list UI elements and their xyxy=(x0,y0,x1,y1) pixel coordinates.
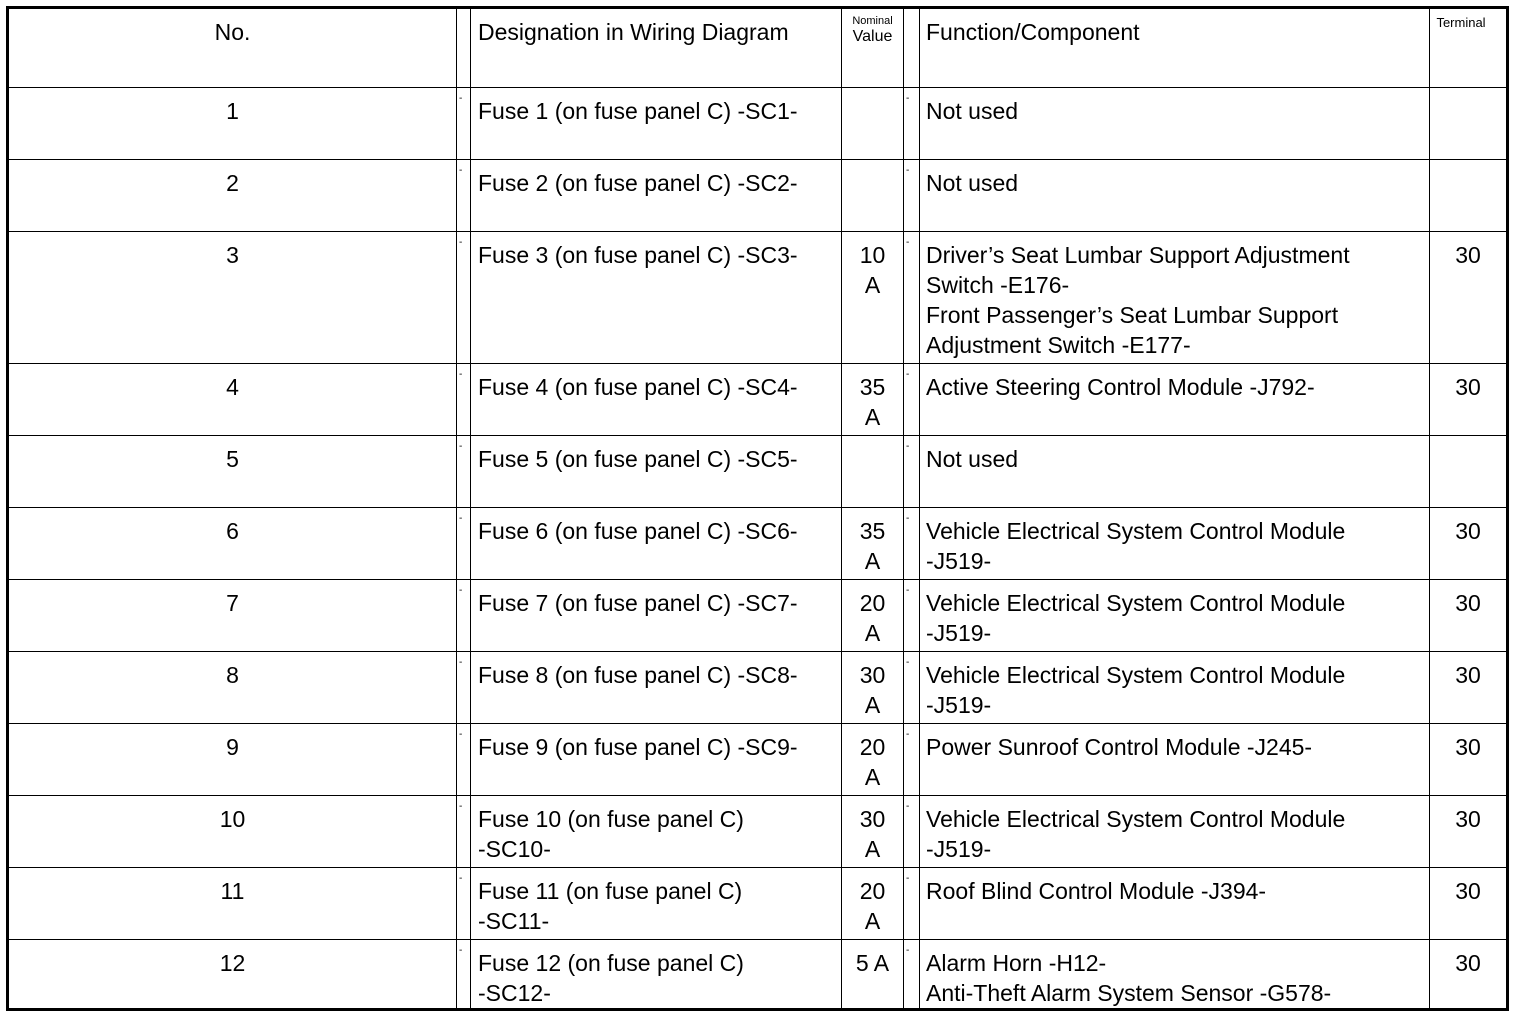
gap-mark: - xyxy=(906,237,910,248)
gap-mark: - xyxy=(459,369,463,380)
fuse-designation xyxy=(471,508,842,580)
gap-cell xyxy=(457,160,471,232)
table-row xyxy=(8,88,1508,160)
value-line: 20 xyxy=(859,734,886,760)
function-line: -J519- xyxy=(926,836,992,862)
header-nominal-line2: Value xyxy=(852,28,893,45)
fuse-designation xyxy=(471,364,842,436)
fuse-number: 12 xyxy=(8,940,457,1010)
fuse-designation xyxy=(471,88,842,160)
gap-mark: - xyxy=(906,513,910,524)
function-line: Vehicle Electrical System Control Module xyxy=(926,590,1346,616)
terminal: 30 xyxy=(1430,508,1508,580)
gap-mark: - xyxy=(906,165,910,176)
table-row xyxy=(8,868,1508,940)
fuse-designation xyxy=(471,232,842,364)
gap-mark: - xyxy=(459,801,463,812)
value-line: A xyxy=(864,836,881,862)
function-line: Power Sunroof Control Module -J245- xyxy=(926,734,1313,760)
function-line: Not used xyxy=(926,98,1019,124)
table-row xyxy=(8,436,1508,508)
header-designation: Designation in Wiring Diagram xyxy=(471,8,842,88)
gap-mark: - xyxy=(459,165,463,176)
gap-cell xyxy=(457,796,471,868)
gap-mark: - xyxy=(906,729,910,740)
nominal-value xyxy=(842,796,904,868)
gap-mark: - xyxy=(459,873,463,884)
table-row xyxy=(8,724,1508,796)
function-line: Anti-Theft Alarm System Sensor -G578- xyxy=(926,980,1332,1006)
nominal-value xyxy=(842,364,904,436)
value-line: 30 xyxy=(859,806,886,832)
table-row xyxy=(8,364,1508,436)
function-line: Adjustment Switch -E177- xyxy=(926,332,1191,358)
designation-line: Fuse 8 (on fuse panel C) -SC8- xyxy=(478,662,798,688)
gap-cell xyxy=(904,724,920,796)
header-function: Function/Component xyxy=(920,8,1430,88)
function-line: -J519- xyxy=(926,620,992,646)
fuse-designation xyxy=(471,160,842,232)
fuse-designation xyxy=(471,724,842,796)
gap-mark: - xyxy=(459,237,463,248)
designation-line: Fuse 10 (on fuse panel C) xyxy=(478,806,744,832)
gap-cell xyxy=(904,868,920,940)
function-line: Not used xyxy=(926,170,1019,196)
gap-cell xyxy=(457,652,471,724)
header-terminal xyxy=(1430,8,1508,88)
fuse-number: 6 xyxy=(8,508,457,580)
designation-line: Fuse 4 (on fuse panel C) -SC4- xyxy=(478,374,798,400)
gap-cell xyxy=(904,652,920,724)
designation-line: Fuse 1 (on fuse panel C) -SC1- xyxy=(478,98,798,124)
fuse-number: 5 xyxy=(8,436,457,508)
function-line: Driver’s Seat Lumbar Support Adjustment xyxy=(926,242,1350,268)
function-line: Not used xyxy=(926,446,1019,472)
designation-line: Fuse 9 (on fuse panel C) -SC9- xyxy=(478,734,798,760)
value-line: A xyxy=(864,764,881,790)
function-component xyxy=(920,88,1430,160)
designation-line: Fuse 2 (on fuse panel C) -SC2- xyxy=(478,170,798,196)
table-row xyxy=(8,232,1508,364)
fuse-designation xyxy=(471,796,842,868)
fuse-number: 9 xyxy=(8,724,457,796)
nominal-value xyxy=(842,160,904,232)
value-line: 30 xyxy=(859,662,886,688)
nominal-value xyxy=(842,508,904,580)
function-component xyxy=(920,724,1430,796)
gap-cell xyxy=(904,580,920,652)
designation-line: Fuse 12 (on fuse panel C) xyxy=(478,950,744,976)
gap-cell xyxy=(904,940,920,1010)
gap-mark: - xyxy=(459,945,463,956)
function-component xyxy=(920,232,1430,364)
gap-mark: - xyxy=(906,369,910,380)
fuse-number: 3 xyxy=(8,232,457,364)
function-component xyxy=(920,868,1430,940)
gap-mark: - xyxy=(459,513,463,524)
gap-mark: - xyxy=(906,945,910,956)
designation-line: -SC11- xyxy=(478,908,550,934)
nominal-value xyxy=(842,940,904,1010)
function-line: Vehicle Electrical System Control Module xyxy=(926,518,1346,544)
function-component xyxy=(920,364,1430,436)
table-row xyxy=(8,940,1508,1010)
header-terminal-label: Terminal xyxy=(1436,15,1486,30)
nominal-value xyxy=(842,724,904,796)
value-line: 20 xyxy=(859,590,886,616)
fuse-table xyxy=(6,6,1509,1011)
fuse-number: 4 xyxy=(8,364,457,436)
gap-mark: - xyxy=(906,657,910,668)
gap-mark: - xyxy=(459,657,463,668)
terminal: 30 xyxy=(1430,580,1508,652)
terminal xyxy=(1430,160,1508,232)
table-row xyxy=(8,160,1508,232)
designation-line: -SC10- xyxy=(478,836,551,862)
terminal: 30 xyxy=(1430,232,1508,364)
nominal-value xyxy=(842,652,904,724)
designation-line: Fuse 6 (on fuse panel C) -SC6- xyxy=(478,518,798,544)
gap-mark: - xyxy=(459,585,463,596)
terminal: 30 xyxy=(1430,364,1508,436)
nominal-value xyxy=(842,580,904,652)
gap-mark: - xyxy=(906,93,910,104)
gap-cell xyxy=(457,940,471,1010)
function-component xyxy=(920,508,1430,580)
value-line: A xyxy=(864,620,881,646)
table-row xyxy=(8,796,1508,868)
nominal-value xyxy=(842,868,904,940)
value-line: A xyxy=(864,908,881,934)
fuse-number: 10 xyxy=(8,796,457,868)
gap-mark: - xyxy=(906,801,910,812)
table-row xyxy=(8,580,1508,652)
nominal-value xyxy=(842,88,904,160)
nominal-value xyxy=(842,232,904,364)
value-line: A xyxy=(864,272,881,298)
fuse-number: 11 xyxy=(8,868,457,940)
designation-line: Fuse 3 (on fuse panel C) -SC3- xyxy=(478,242,798,268)
function-component xyxy=(920,580,1430,652)
gap-cell xyxy=(457,436,471,508)
gap-cell xyxy=(904,160,920,232)
gap-cell xyxy=(457,232,471,364)
function-line: -J519- xyxy=(926,548,992,574)
gap-mark: - xyxy=(459,729,463,740)
gap-mark: - xyxy=(906,585,910,596)
gap-cell xyxy=(904,508,920,580)
gap-mark: - xyxy=(906,441,910,452)
value-line: 5 A xyxy=(855,950,890,976)
function-line: Vehicle Electrical System Control Module xyxy=(926,806,1346,832)
fuse-number: 7 xyxy=(8,580,457,652)
designation-line: -SC12- xyxy=(478,980,551,1006)
function-line: Alarm Horn -H12- xyxy=(926,950,1107,976)
gap-cell xyxy=(904,88,920,160)
function-line: Front Passenger’s Seat Lumbar Support xyxy=(926,302,1339,328)
designation-line: Fuse 5 (on fuse panel C) -SC5- xyxy=(478,446,798,472)
table-row xyxy=(8,508,1508,580)
gap-mark: - xyxy=(459,93,463,104)
fuse-designation xyxy=(471,580,842,652)
fuse-designation xyxy=(471,436,842,508)
nominal-value xyxy=(842,436,904,508)
fuse-designation xyxy=(471,868,842,940)
function-line: Roof Blind Control Module -J394- xyxy=(926,878,1267,904)
gap-cell xyxy=(904,364,920,436)
function-line: -J519- xyxy=(926,692,992,718)
gap-cell xyxy=(904,232,920,364)
value-line: A xyxy=(864,692,881,718)
header-nominal-value xyxy=(842,8,904,88)
fuse-number: 1 xyxy=(8,88,457,160)
table-row xyxy=(8,652,1508,724)
terminal xyxy=(1430,436,1508,508)
terminal: 30 xyxy=(1430,652,1508,724)
designation-line: Fuse 11 (on fuse panel C) xyxy=(478,878,743,904)
value-line: 10 xyxy=(859,242,886,268)
function-component xyxy=(920,940,1430,1010)
gap-cell xyxy=(904,796,920,868)
function-line: Active Steering Control Module -J792- xyxy=(926,374,1315,400)
header-row xyxy=(8,8,1508,88)
gap-mark: - xyxy=(459,441,463,452)
gap-mark: - xyxy=(906,873,910,884)
gap-cell xyxy=(457,580,471,652)
designation-line: Fuse 7 (on fuse panel C) -SC7- xyxy=(478,590,798,616)
header-no: No. xyxy=(8,8,457,88)
header-nominal-line1: Nominal xyxy=(852,15,893,27)
value-line: 35 xyxy=(859,374,886,400)
header-gap xyxy=(457,8,471,88)
function-line: Vehicle Electrical System Control Module xyxy=(926,662,1346,688)
gap-cell xyxy=(457,508,471,580)
fuse-number: 8 xyxy=(8,652,457,724)
terminal: 30 xyxy=(1430,796,1508,868)
gap-cell xyxy=(457,868,471,940)
function-component xyxy=(920,652,1430,724)
fuse-designation xyxy=(471,652,842,724)
value-line: A xyxy=(864,548,881,574)
gap-cell xyxy=(457,88,471,160)
gap-cell xyxy=(904,436,920,508)
function-component xyxy=(920,796,1430,868)
gap-cell xyxy=(457,364,471,436)
terminal: 30 xyxy=(1430,724,1508,796)
function-line: Switch -E176- xyxy=(926,272,1070,298)
terminal: 30 xyxy=(1430,940,1508,1010)
function-component xyxy=(920,436,1430,508)
fuse-number: 2 xyxy=(8,160,457,232)
value-line: 20 xyxy=(859,878,886,904)
terminal: 30 xyxy=(1430,868,1508,940)
gap-cell xyxy=(457,724,471,796)
value-line: 35 xyxy=(859,518,886,544)
fuse-designation xyxy=(471,940,842,1010)
terminal xyxy=(1430,88,1508,160)
header-gap xyxy=(904,8,920,88)
value-line: A xyxy=(864,404,881,430)
function-component xyxy=(920,160,1430,232)
